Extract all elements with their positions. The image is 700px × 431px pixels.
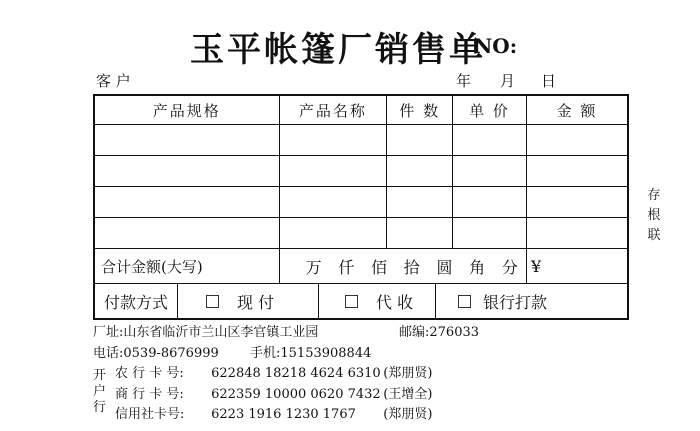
table-row	[94, 125, 628, 156]
table-cell[interactable]	[387, 187, 453, 218]
bank-card-number: 622848 18218 4624 6310	[211, 366, 381, 381]
column-header: 产品名称	[279, 95, 387, 125]
table-cell[interactable]	[453, 125, 527, 156]
stub-copy-label	[646, 186, 662, 246]
side-char: 存	[647, 188, 661, 203]
day-label: 日	[541, 72, 557, 90]
payment-option-collect[interactable]	[319, 284, 436, 318]
column-header: 单 价	[453, 95, 527, 125]
table-cell[interactable]	[94, 218, 279, 249]
unit-yuan: 圆	[436, 257, 453, 277]
bank-owner: (王增全)	[383, 387, 433, 402]
table-cell[interactable]	[94, 187, 279, 218]
table-cell[interactable]	[279, 156, 387, 187]
account-bank-label	[93, 368, 107, 416]
bank-account-row	[115, 403, 432, 422]
table-cell[interactable]	[279, 218, 387, 249]
table-cell[interactable]	[526, 125, 628, 156]
bank-card-number: 6223 1916 1230 1767	[211, 407, 356, 422]
table-row	[94, 156, 628, 187]
factory-address: 厂址:山东省临沂市兰山区李官镇工业园	[93, 325, 319, 340]
bank-checkbox[interactable]	[458, 295, 471, 308]
table-cell[interactable]	[526, 187, 628, 218]
customer-label: 客 户	[96, 72, 131, 90]
collect-checkbox[interactable]	[345, 295, 358, 308]
account-label-char: 开	[93, 368, 107, 383]
month-label: 月	[500, 72, 516, 90]
phone-number: 电话:0539-8676999	[93, 346, 219, 361]
table-cell[interactable]	[94, 156, 279, 187]
year-label: 年	[456, 72, 472, 90]
serial-number-label: NO:	[474, 34, 518, 58]
account-label-char: 行	[93, 400, 107, 415]
cash-option-label: 现 付	[237, 292, 275, 312]
total-amount-figure[interactable]	[526, 249, 628, 284]
collect-option-label: 代 收	[376, 292, 414, 312]
payment-method-row	[94, 284, 628, 320]
total-amount-label: 合计金额(大写)	[94, 249, 279, 284]
form-title: 玉平帐篷厂销售单	[190, 30, 486, 70]
table-cell[interactable]	[453, 187, 527, 218]
column-header: 金 额	[526, 95, 628, 125]
payment-option-cash[interactable]	[178, 284, 319, 318]
column-header: 件 数	[387, 95, 453, 125]
bank-account-row	[115, 362, 432, 381]
sales-table	[93, 94, 629, 320]
yuan-symbol: ¥	[530, 256, 542, 276]
table-cell[interactable]	[387, 156, 453, 187]
table-cell[interactable]	[279, 187, 387, 218]
bank-label: 信用社卡号:	[115, 407, 185, 422]
payment-method-label: 付款方式	[95, 284, 178, 318]
table-cell[interactable]	[526, 156, 628, 187]
table-cell[interactable]	[94, 125, 279, 156]
side-char: 根	[647, 208, 661, 223]
cash-checkbox[interactable]	[206, 295, 219, 308]
total-amount-units[interactable]	[279, 249, 526, 284]
bank-label: 商 行 卡 号:	[115, 387, 184, 402]
total-amount-row	[94, 249, 628, 284]
table-cell[interactable]	[387, 218, 453, 249]
payment-option-bank[interactable]	[436, 284, 627, 318]
table-cell[interactable]	[526, 218, 628, 249]
bank-account-row	[115, 383, 432, 402]
side-char: 联	[647, 228, 661, 243]
bank-label: 农 行 卡 号:	[115, 366, 184, 381]
unit-qian: 仟	[338, 257, 355, 277]
table-cell[interactable]	[453, 218, 527, 249]
table-row	[94, 218, 628, 249]
table-header-row	[94, 95, 628, 125]
payment-method-container	[94, 284, 628, 320]
table-cell[interactable]	[279, 125, 387, 156]
unit-fen: 分	[501, 257, 518, 277]
unit-wan: 万	[305, 257, 322, 277]
mobile-number: 手机:15153908844	[250, 346, 372, 361]
unit-jiao: 角	[469, 257, 486, 277]
bank-owner: (郑朋贤)	[383, 407, 433, 422]
postcode: 邮编:276033	[399, 325, 480, 340]
unit-shi: 拾	[403, 257, 420, 277]
column-header: 产品规格	[94, 95, 279, 125]
bank-owner: (郑朋贤)	[383, 366, 433, 381]
bank-option-label: 银行打款	[483, 292, 548, 312]
account-label-char: 户	[93, 384, 107, 399]
bank-card-number: 622359 10000 0620 7432	[211, 387, 381, 402]
table-cell[interactable]	[387, 125, 453, 156]
table-row	[94, 187, 628, 218]
table-cell[interactable]	[453, 156, 527, 187]
unit-bai: 佰	[371, 257, 388, 277]
